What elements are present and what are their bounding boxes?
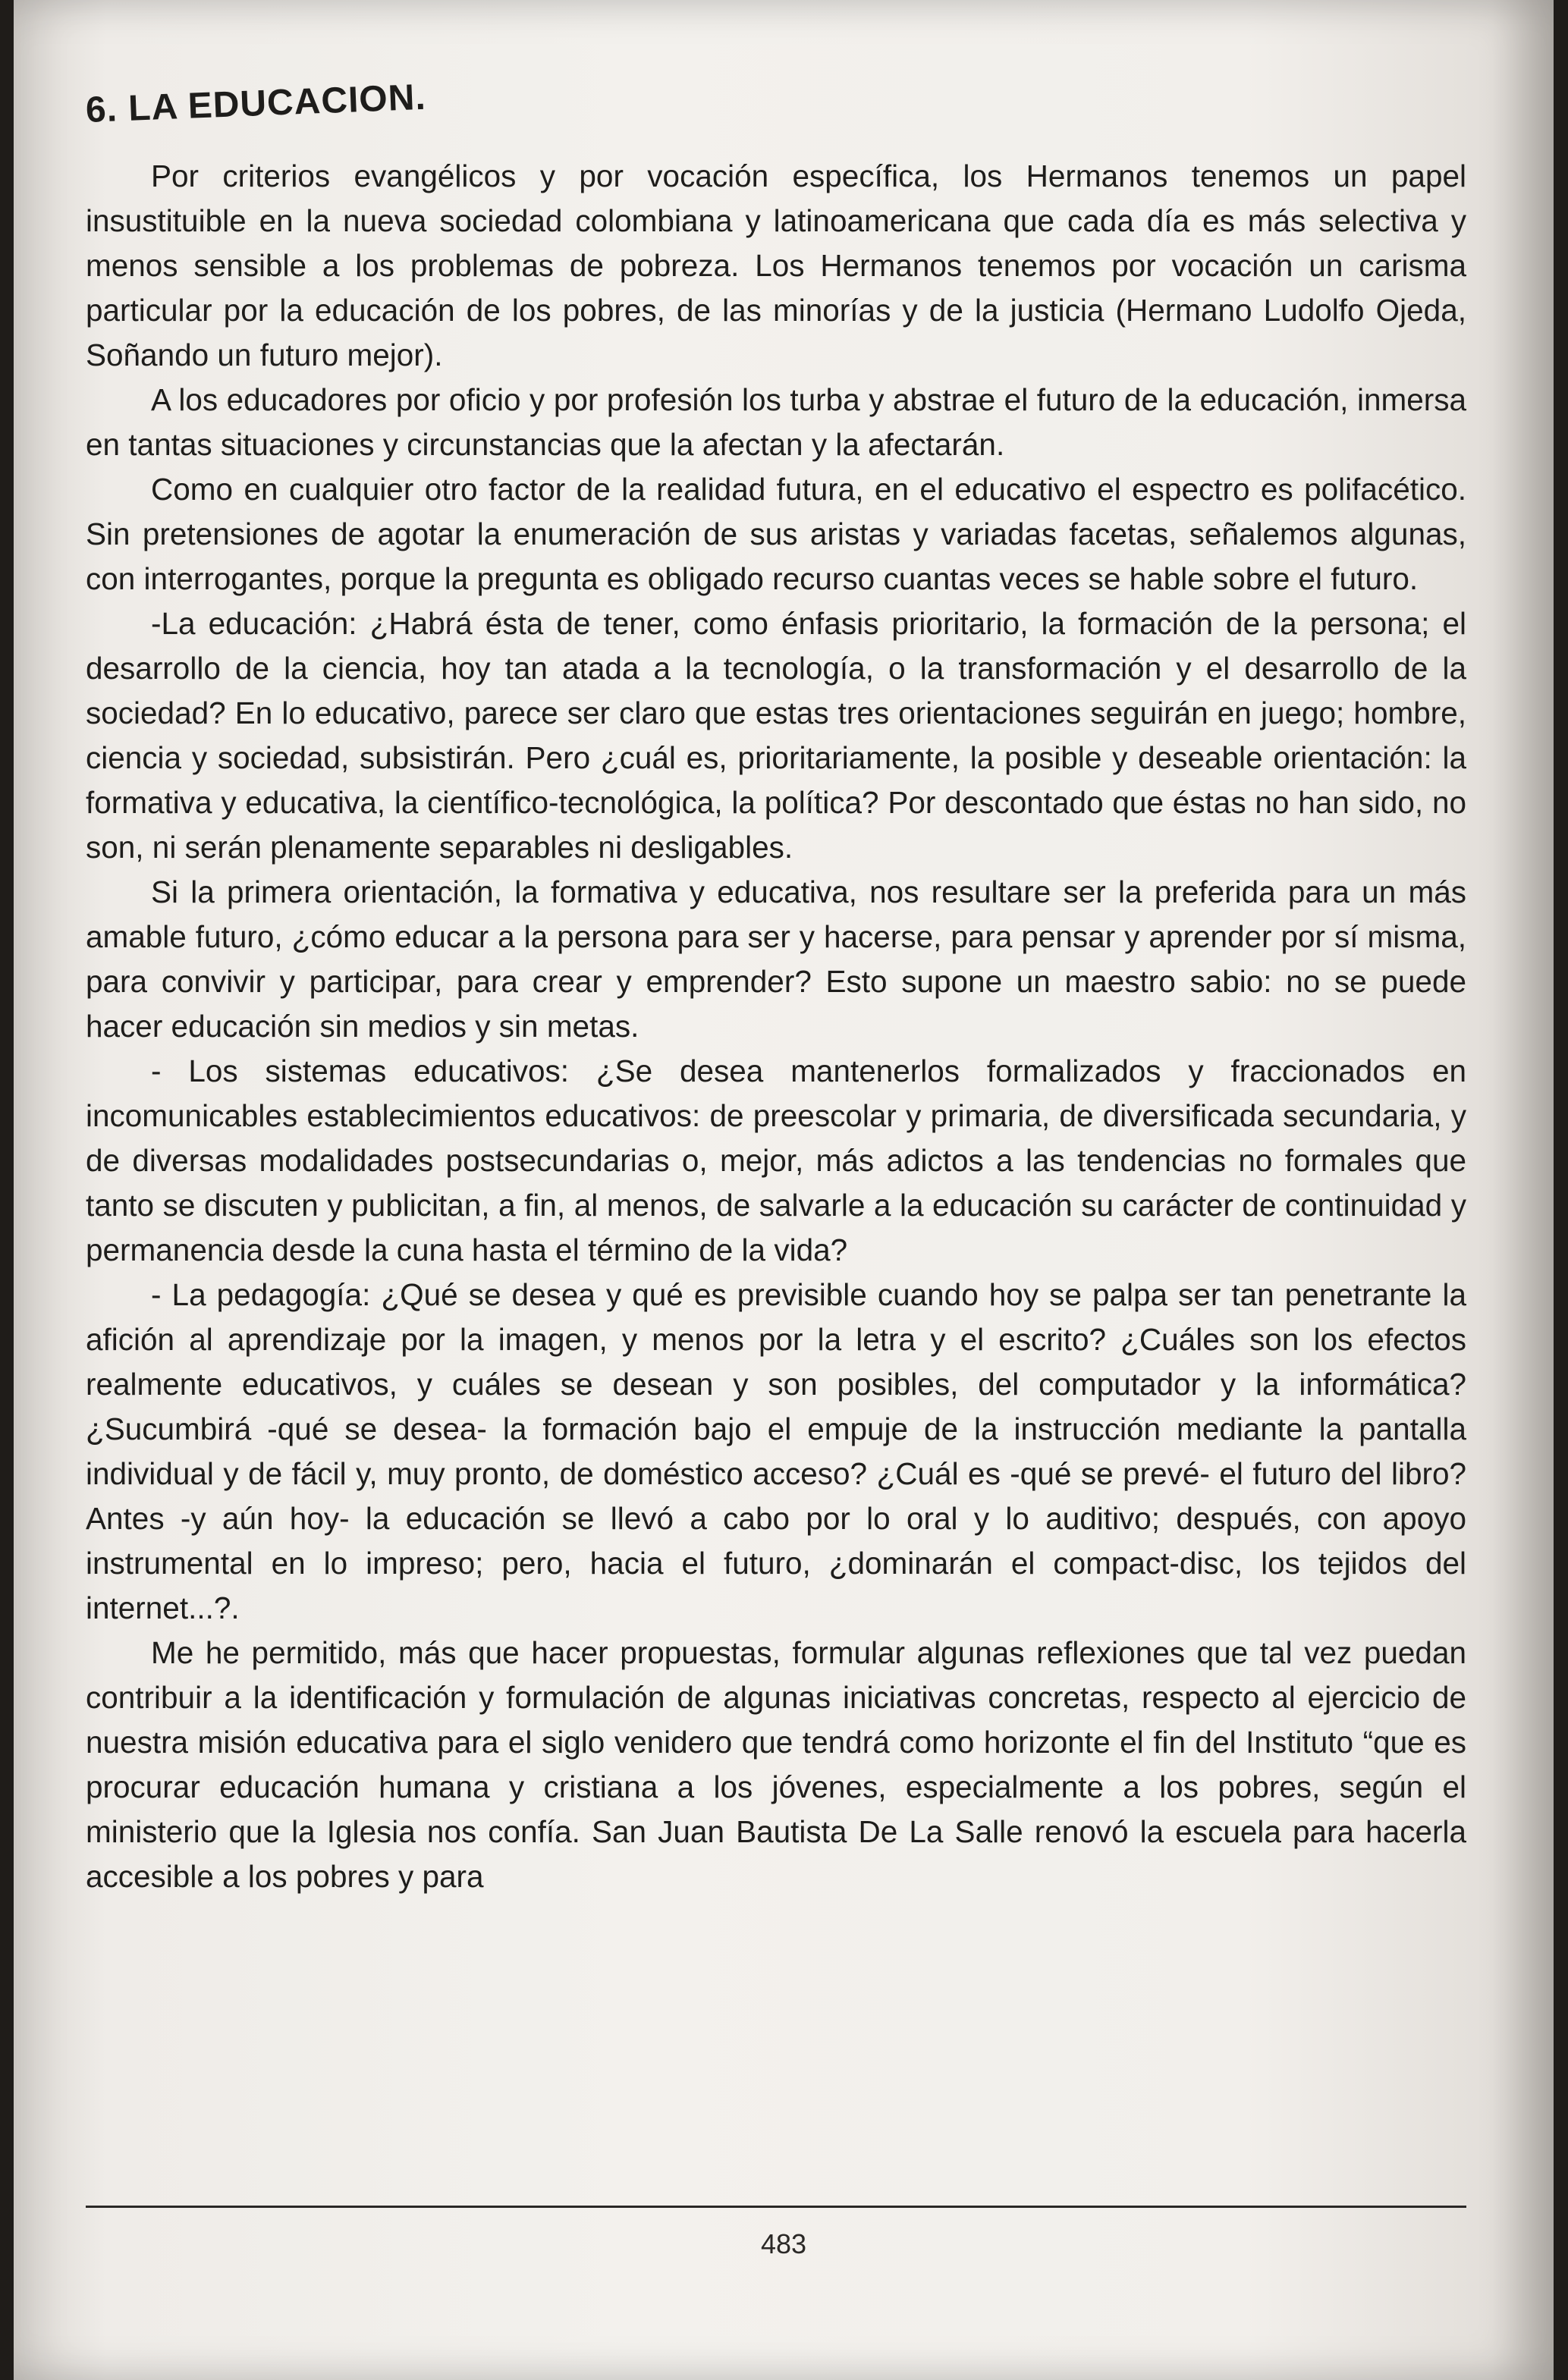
paragraph-educational-systems: - Los sistemas educativos: ¿Se desea mantenerlos formalizados y fraccionados en incomunicables establecimientos educativos: de preescolar y primaria, de diversificada secundaria, y de diversas modalidades postsecundarias o, mejor, más adictos a las tendencias no formales que tanto se discuten y publicitan, a fin, al menos, de salvarle a la educación su carácter de continuidad y permanencia desde la cuna hasta el término de la vida? [86,1053,1466,1267]
footer-rule [86,2206,1466,2208]
section-heading: 6. LA EDUCACION. [84,77,427,130]
paragraph-education-question: -La educación: ¿Habrá ésta de tener, como énfasis prioritario, la formación de la persona; el desarrollo de la ciencia, hoy tan atada a la tecnología, o la transformación y el desarrollo de la sociedad? En lo educativo, parece ser claro que estas tres orientaciones seguirán en juego; hombre, ciencia y sociedad, subsistirán. Pero ¿cuál es, prioritariamente, la posible y deseable orientación: la formativa y educativa, la científico-tecnológica, la política? Por descontado que éstas no han sido, no son, ni serán plenamente separables ni desligables. [86,606,1466,865]
paragraph-spectrum: Como en cualquier otro factor de la realidad futura, en el educativo el espectro es polifacético. Sin pretensiones de agotar la enumeración de sus aristas y variadas facetas, señalemos algunas, con interrogantes, porque la pregunta es obligado recurso cuantas veces se hable sobre el futuro. [86,472,1466,596]
paragraph-educators: A los educadores por oficio y por profesión los turba y abstrae el futuro de la educación, inmersa en tantas situaciones y circunstancias que la afectan y la afectarán. [86,382,1466,462]
paragraph-formative-orientation: Si la primera orientación, la formativa y educativa, nos resultare ser la preferida para un más amable futuro, ¿cómo educar a la persona para ser y hacerse, para pensar y aprender por sí misma, para convivir y participar, para crear y emprender? Esto supone un maestro sabio: no se puede hacer educación sin medios y sin metas. [86,874,1466,1044]
paragraph-reflections: Me he permitido, más que hacer propuestas, formular algunas reflexiones que tal vez puedan contribuir a la identificación y formulación de algunas iniciativas concretas, respecto al ejercicio de nuestra misión educativa para el siglo venidero que tendrá como horizonte el fin del Instituto “que es procurar educación humana y cristiana a los jóvenes, especialmente a los pobres, según el ministerio que la Iglesia nos confía. San Juan Bautista De La Salle renovó la escuela para hacerla accesible a los pobres y para [86,1635,1466,1894]
paragraph-vocation: Por criterios evangélicos y por vocación específica, los Hermanos tenemos un papel insustituible en la nueva sociedad colombiana y latinoamericana que cada día es más selectiva y menos sensible a los problemas de pobreza. Los Hermanos tenemos por vocación un carisma particular por la educación de los pobres, de las minorías y de la justicia (Hermano Ludolfo Ojeda, Soñando un futuro mejor). [86,159,1466,372]
book-page [14,0,1554,2380]
page-number: 483 [760,2228,807,2259]
page-content [86,76,1466,1899]
paragraph-pedagogy: - La pedagogía: ¿Qué se desea y qué es previsible cuando hoy se palpa ser tan penetrante la afición al aprendizaje por la imagen, y menos por la letra y el escrito? ¿Cuáles son los efectos realmente educativos, y cuáles se desean y son posibles, del computador y la informática? ¿Sucumbirá -qué se desea- la formación bajo el empuje de la instrucción mediante la pantalla individual y de fácil y, muy pronto, de doméstico acceso? ¿Cuál es -qué se prevé- el futuro del libro? Antes -y aún hoy- la educación se llevó a cabo por lo oral y lo auditivo; después, con apoyo instrumental en lo impreso; pero, hacia el futuro, ¿dominarán el compact-disc, los tejidos del internet...?. [86,1277,1466,1625]
